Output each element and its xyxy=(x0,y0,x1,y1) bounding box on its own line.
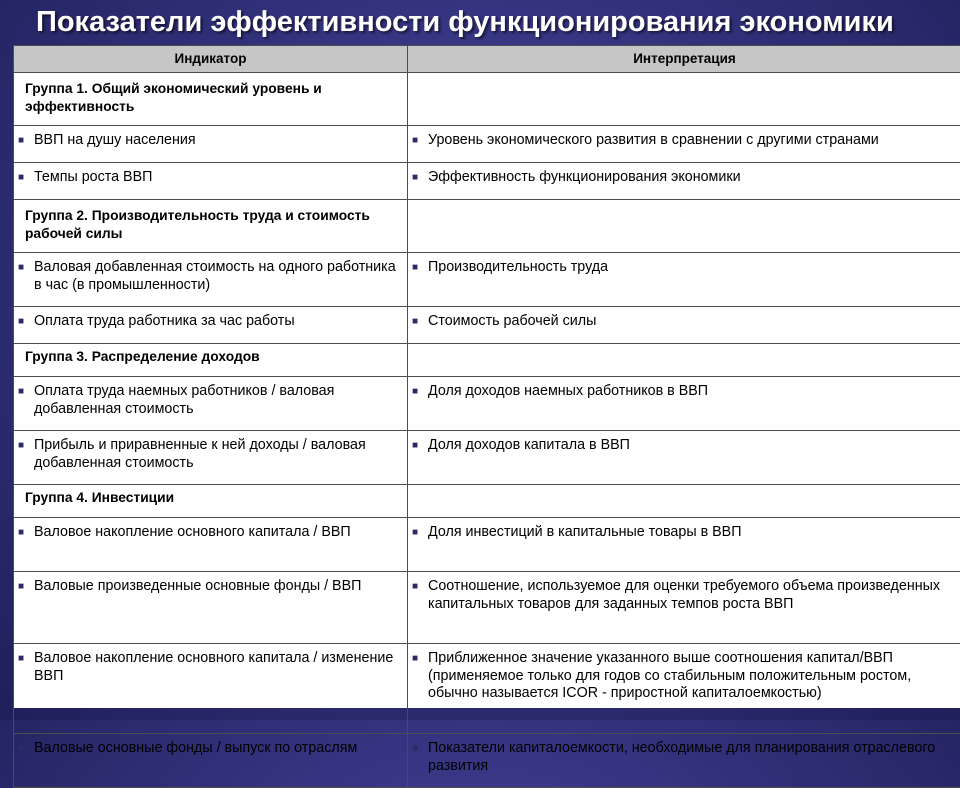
indicator-text: Темпы роста ВВП xyxy=(34,169,399,187)
indicator-cell xyxy=(14,163,408,200)
bullet-icon: ■ xyxy=(408,650,428,668)
group-row xyxy=(14,200,960,253)
bullet-icon: ■ xyxy=(408,259,428,277)
table-row xyxy=(14,644,960,734)
slide-title: Показатели эффективности функционирования экономики xyxy=(36,6,936,46)
interpretation-cell xyxy=(408,644,960,734)
bullet-icon: ■ xyxy=(14,650,34,668)
group-label: Группа 2. Производительность труда и стоимость рабочей силы xyxy=(14,200,408,253)
indicator-cell xyxy=(14,572,408,644)
bullet-icon: ■ xyxy=(408,313,428,331)
interpretation-text: Стоимость рабочей силы xyxy=(428,313,953,331)
bullet-icon: ■ xyxy=(14,313,34,331)
bullet-icon: ■ xyxy=(14,524,34,542)
interpretation-cell xyxy=(408,734,960,788)
indicator-text: Валовое накопление основного капитала / изменение ВВП xyxy=(34,650,399,685)
group-row xyxy=(14,344,960,377)
interpretation-text: Производительность труда xyxy=(428,259,953,277)
bullet-icon: ■ xyxy=(14,169,34,187)
indicator-text: Валовые основные фонды / выпуск по отраслям xyxy=(34,740,399,758)
table-row xyxy=(14,572,960,644)
indicator-cell xyxy=(14,644,408,734)
interpretation-text: Соотношение, используемое для оценки требуемого объема произведенных капитальных товаров для заданных темпов роста ВВП xyxy=(428,578,953,613)
indicator-cell xyxy=(14,734,408,788)
group-label: Группа 1. Общий экономический уровень и эффективность xyxy=(14,73,408,126)
interpretation-text: Эффективность функционирования экономики xyxy=(428,169,953,187)
interpretation-cell xyxy=(408,253,960,307)
empty-cell xyxy=(408,344,960,377)
interpretation-cell xyxy=(408,572,960,644)
table-row xyxy=(14,307,960,344)
bullet-icon: ■ xyxy=(408,132,428,150)
interpretation-text: Уровень экономического развития в сравнении с другими странами xyxy=(428,132,953,150)
group-label: Группа 3. Распределение доходов xyxy=(14,344,408,377)
group-row xyxy=(14,73,960,126)
interpretation-cell xyxy=(408,307,960,344)
table-row xyxy=(14,431,960,485)
interpretation-cell xyxy=(408,163,960,200)
bullet-icon: ■ xyxy=(14,740,34,758)
interpretation-cell xyxy=(408,126,960,163)
indicator-text: Оплата труда наемных работников / валовая добавленная стоимость xyxy=(34,383,399,418)
table-row xyxy=(14,734,960,788)
indicator-cell xyxy=(14,377,408,431)
indicator-text: ВВП на душу населения xyxy=(34,132,399,150)
bullet-icon: ■ xyxy=(408,524,428,542)
indicator-cell xyxy=(14,307,408,344)
empty-cell xyxy=(408,485,960,518)
indicator-text: Оплата труда работника за час работы xyxy=(34,313,399,331)
indicator-cell xyxy=(14,126,408,163)
table-row xyxy=(14,126,960,163)
indicator-text: Прибыль и приравненные к ней доходы / валовая добавленная стоимость xyxy=(34,437,399,472)
bullet-icon: ■ xyxy=(14,437,34,455)
empty-cell xyxy=(408,200,960,253)
interpretation-text: Приближенное значение указанного выше соотношения капитал/ВВП (применяемое только для годов со стабильным положительным ростом, обычно называется ICOR - приростной капиталоемкостью) xyxy=(428,650,953,703)
group-row xyxy=(14,485,960,518)
indicator-text: Валовая добавленная стоимость на одного работника в час (в промышленности) xyxy=(34,259,399,294)
interpretation-text: Доля инвестиций в капитальные товары в ВВП xyxy=(428,524,953,542)
bullet-icon: ■ xyxy=(14,132,34,150)
bullet-icon: ■ xyxy=(14,259,34,277)
bullet-icon: ■ xyxy=(408,437,428,455)
interpretation-text: Доля доходов капитала в ВВП xyxy=(428,437,953,455)
bullet-icon: ■ xyxy=(14,383,34,401)
interpretation-cell xyxy=(408,377,960,431)
table-row xyxy=(14,253,960,307)
bullet-icon: ■ xyxy=(408,578,428,596)
indicator-text: Валовое накопление основного капитала / ВВП xyxy=(34,524,399,542)
column-header-indicator: Индикатор xyxy=(14,46,408,73)
table-row xyxy=(14,377,960,431)
table-row xyxy=(14,163,960,200)
table-header-row xyxy=(14,46,960,73)
indicators-table-container xyxy=(13,45,960,708)
interpretation-text: Показатели капиталоемкости, необходимые для планирования отраслевого развития xyxy=(428,740,953,775)
indicator-text: Валовые произведенные основные фонды / ВВП xyxy=(34,578,399,596)
empty-cell xyxy=(408,73,960,126)
bullet-icon: ■ xyxy=(408,740,428,758)
indicator-cell xyxy=(14,253,408,307)
indicator-cell xyxy=(14,431,408,485)
interpretation-text: Доля доходов наемных работников в ВВП xyxy=(428,383,953,401)
bullet-icon: ■ xyxy=(14,578,34,596)
column-header-interpretation: Интерпретация xyxy=(408,46,960,73)
table-row xyxy=(14,518,960,572)
bullet-icon: ■ xyxy=(408,383,428,401)
interpretation-cell xyxy=(408,518,960,572)
interpretation-cell xyxy=(408,431,960,485)
bullet-icon: ■ xyxy=(408,169,428,187)
indicator-cell xyxy=(14,518,408,572)
indicators-table xyxy=(13,45,960,788)
group-label: Группа 4. Инвестиции xyxy=(14,485,408,518)
